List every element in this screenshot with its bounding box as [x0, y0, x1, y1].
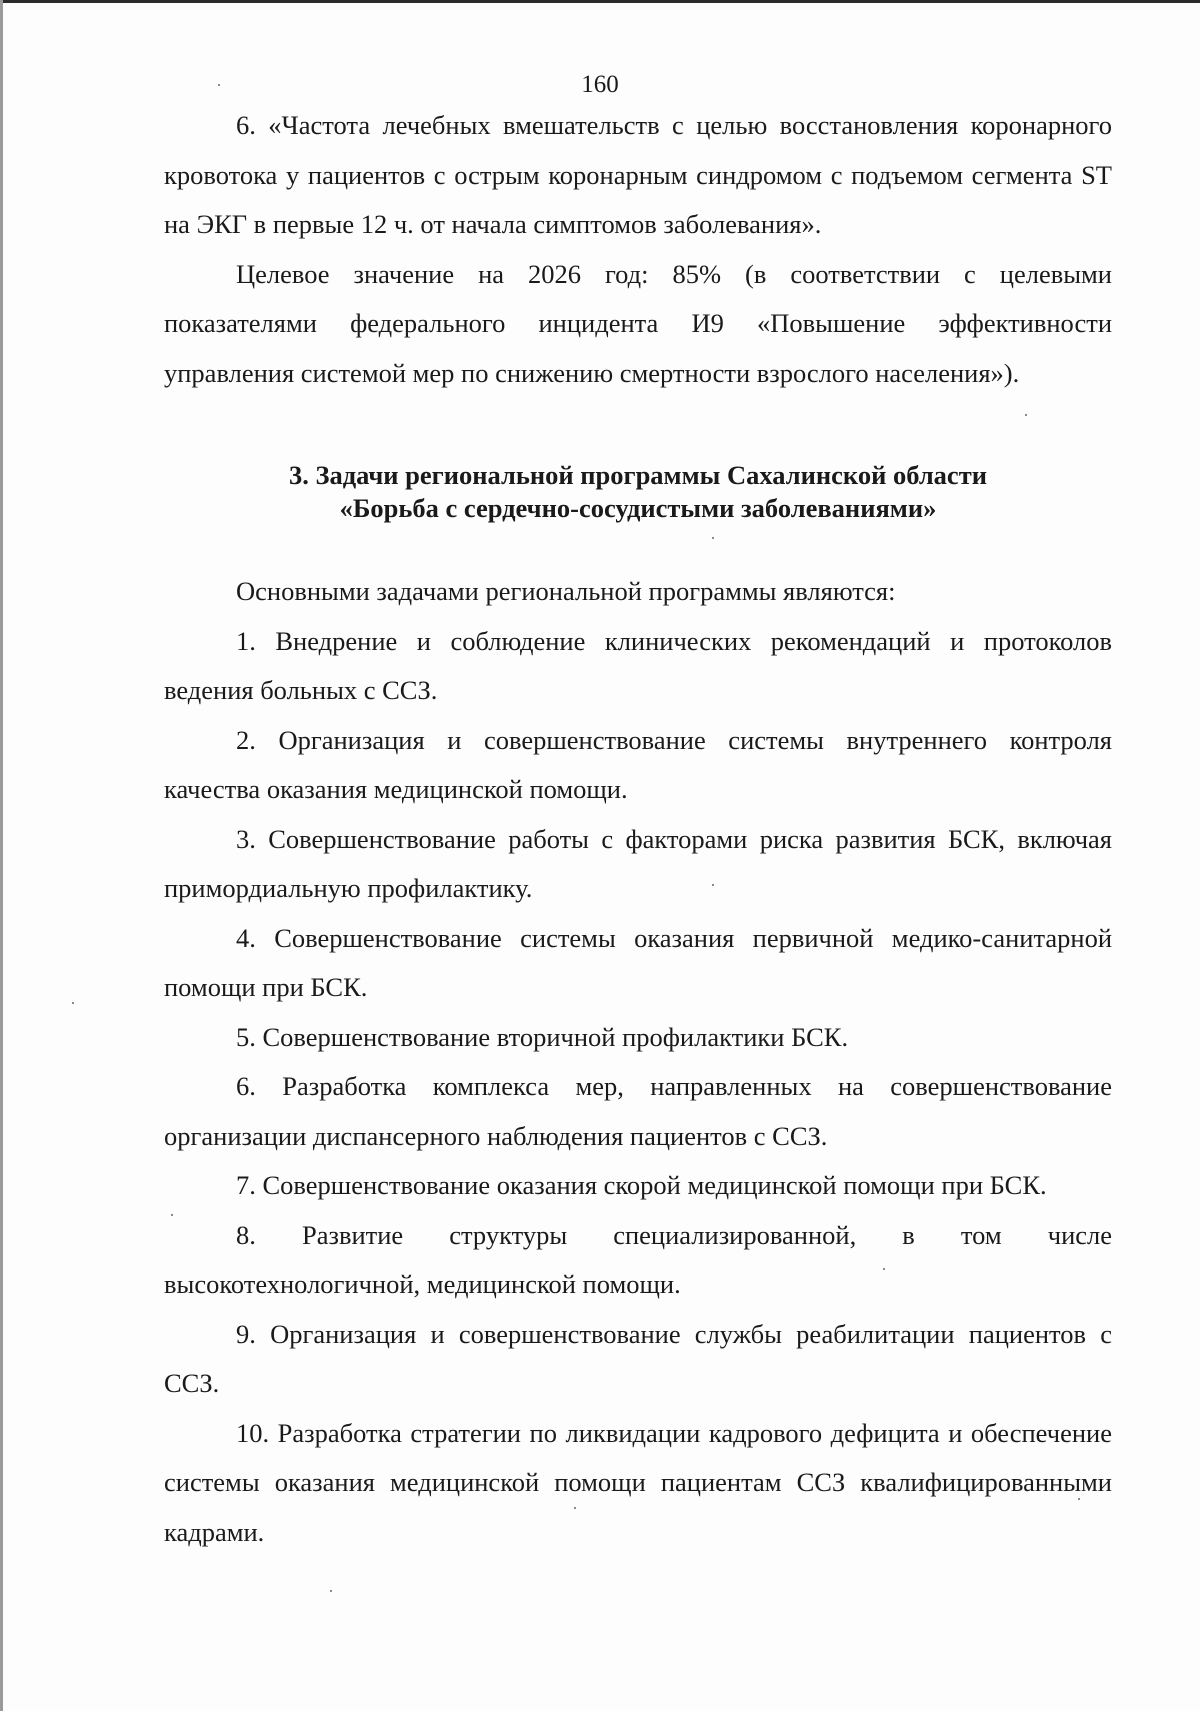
tasks-lead: Основными задачами региональной программы являются: [236, 576, 896, 606]
scan-top-edge [0, 0, 1200, 3]
task-item: 5. Совершенствование вторичной профилактики БСК. [236, 1021, 849, 1052]
scan-speck [712, 884, 714, 886]
task-item: 4. Совершенствование системы оказания первичной медико-санитарной помощи при БСК. [164, 922, 1112, 1002]
task-item: 3. Совершенствование работы с факторами риска развития БСК, включая примордиальную профилактику. [164, 823, 1112, 903]
page-number: 160 [581, 71, 619, 98]
task-item: 9. Организация и совершенствование службы реабилитации пациентов с ССЗ. [164, 1318, 1112, 1398]
section-heading-line-2: «Борьба с сердечно-сосудистыми заболеваниями» [339, 493, 937, 523]
scan-speck [883, 1268, 885, 1270]
intro-block [164, 101, 1112, 398]
scan-speck [712, 537, 714, 539]
task-item: 1. Внедрение и соблюдение клинических рекомендаций и протоколов ведения больных с ССЗ. [164, 625, 1112, 705]
scan-speck [1078, 1498, 1080, 1500]
paragraph-target-value: Целевое значение на 2026 год: 85% (в соответствии с целевыми показателями федерального инцидента И9 «Повышение эффективности управления системой мер по снижению смертности взрослого населения»). [164, 258, 1112, 388]
paragraph-indicator-6: 6. «Частота лечебных вмешательств с целью восстановления коронарного кровотока у пациентов с острым коронарным синдромом с подъемом сегмента ST на ЭКГ в первые 12 ч. от начала симптомов заболевания». [164, 110, 1112, 239]
task-item: 8. Развитие структуры специализированной, в том числе высокотехнологичной, медицинской помощи. [164, 1219, 1112, 1299]
section-heading-line-1: 3. Задачи региональной программы Сахалинской области [289, 460, 987, 490]
task-item: 2. Организация и совершенствование системы внутреннего контроля качества оказания медицинской помощи. [164, 724, 1112, 804]
scan-left-edge [0, 0, 3, 1711]
task-item: 7. Совершенствование оказания скорой медицинской помощи при БСК. [236, 1170, 1047, 1200]
scan-speck [72, 1002, 74, 1004]
section-heading [164, 459, 1112, 525]
scan-speck [218, 84, 220, 86]
scan-speck [1025, 414, 1027, 416]
scan-speck [330, 1590, 332, 1592]
task-item: 10. Разработка стратегии по ликвидации кадрового дефицита и обеспечение системы оказания медицинской помощи пациентам ССЗ квалифицированными кадрами. [164, 1417, 1112, 1547]
tasks-block [164, 567, 1112, 1557]
task-item: 6. Разработка комплекса мер, направленных на совершенствование организации диспансерного наблюдения пациентов с ССЗ. [164, 1071, 1112, 1151]
scan-speck [574, 1507, 576, 1509]
scan-speck [171, 1214, 173, 1216]
